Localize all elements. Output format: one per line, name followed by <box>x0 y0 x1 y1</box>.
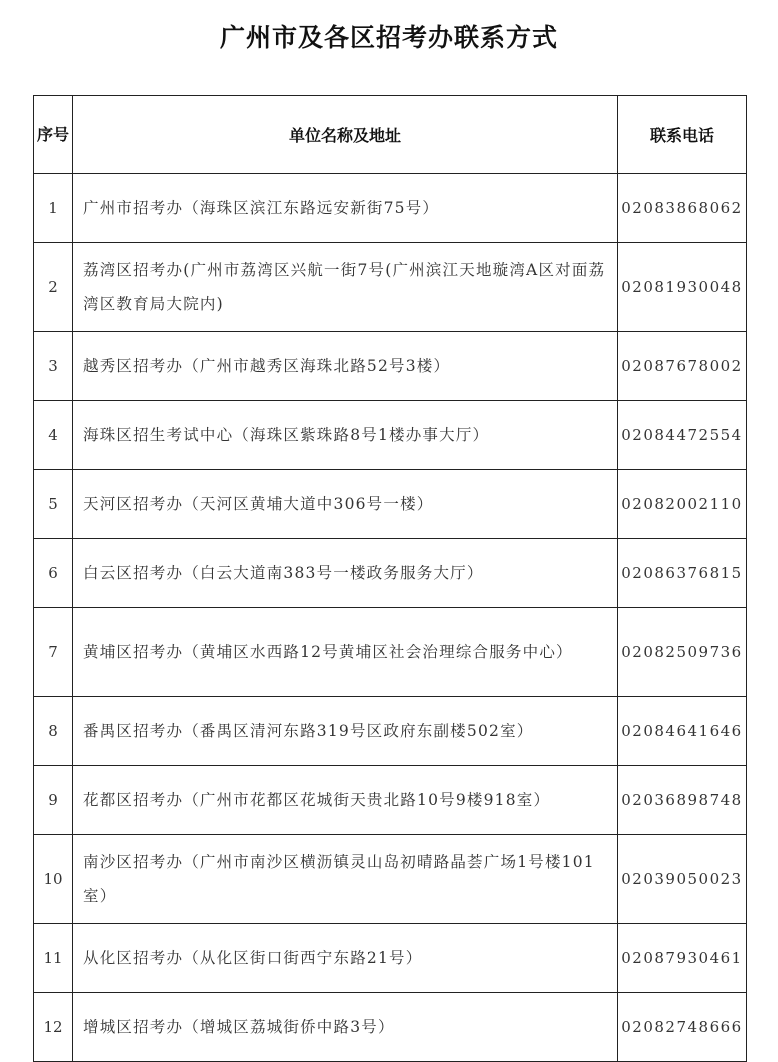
row-num: 7 <box>34 608 73 697</box>
row-phone: 02086376815 <box>618 539 747 608</box>
table-row <box>34 697 747 766</box>
row-num: 10 <box>34 835 73 924</box>
row-address: 广州市招考办（海珠区滨江东路远安新街75号） <box>73 174 618 243</box>
header-address: 单位名称及地址 <box>73 96 618 174</box>
row-phone: 02084472554 <box>618 401 747 470</box>
row-address: 黄埔区招考办（黄埔区水西路12号黄埔区社会治理综合服务中心） <box>73 608 618 697</box>
row-address: 从化区招考办（从化区街口街西宁东路21号） <box>73 924 618 993</box>
row-num: 3 <box>34 332 73 401</box>
row-num: 8 <box>34 697 73 766</box>
table-row <box>34 835 747 924</box>
row-address: 番禺区招考办（番禺区清河东路319号区政府东副楼502室） <box>73 697 618 766</box>
row-phone: 02081930048 <box>618 243 747 332</box>
row-phone: 02082002110 <box>618 470 747 539</box>
row-num: 4 <box>34 401 73 470</box>
table-header-row <box>34 96 747 174</box>
row-address: 天河区招考办（天河区黄埔大道中306号一楼） <box>73 470 618 539</box>
row-num: 5 <box>34 470 73 539</box>
page-title: 广州市及各区招考办联系方式 <box>219 23 558 52</box>
row-phone: 02039050023 <box>618 835 747 924</box>
row-address: 海珠区招生考试中心（海珠区紫珠路8号1楼办事大厅） <box>73 401 618 470</box>
row-phone: 02087678002 <box>618 332 747 401</box>
row-num: 2 <box>34 243 73 332</box>
row-num: 9 <box>34 766 73 835</box>
row-phone: 02084641646 <box>618 697 747 766</box>
table-row <box>34 174 747 243</box>
row-address: 花都区招考办（广州市花都区花城街天贵北路10号9楼918室） <box>73 766 618 835</box>
row-address: 南沙区招考办（广州市南沙区横沥镇灵山岛初晴路晶荟广场1号楼101室） <box>73 835 618 924</box>
table-row <box>34 332 747 401</box>
table-row <box>34 401 747 470</box>
table-row <box>34 993 747 1062</box>
table-row <box>34 608 747 697</box>
row-address: 越秀区招考办（广州市越秀区海珠北路52号3楼） <box>73 332 618 401</box>
row-phone: 02082748666 <box>618 993 747 1062</box>
table-row <box>34 539 747 608</box>
table-row <box>34 924 747 993</box>
table-row <box>34 766 747 835</box>
row-phone: 02082509736 <box>618 608 747 697</box>
row-phone: 02087930461 <box>618 924 747 993</box>
header-num: 序号 <box>34 96 73 174</box>
table-row <box>34 470 747 539</box>
row-num: 1 <box>34 174 73 243</box>
row-phone: 02036898748 <box>618 766 747 835</box>
row-address: 荔湾区招考办(广州市荔湾区兴航一街7号(广州滨江天地璇湾A区对面荔湾区教育局大院内) <box>73 243 618 332</box>
header-phone: 联系电话 <box>618 96 747 174</box>
table-row <box>34 243 747 332</box>
row-address: 白云区招考办（白云大道南383号一楼政务服务大厅） <box>73 539 618 608</box>
row-num: 12 <box>34 993 73 1062</box>
row-num: 6 <box>34 539 73 608</box>
contact-table <box>33 95 747 1062</box>
row-address: 增城区招考办（增城区荔城街侨中路3号） <box>73 993 618 1062</box>
row-phone: 02083868062 <box>618 174 747 243</box>
row-num: 11 <box>34 924 73 993</box>
